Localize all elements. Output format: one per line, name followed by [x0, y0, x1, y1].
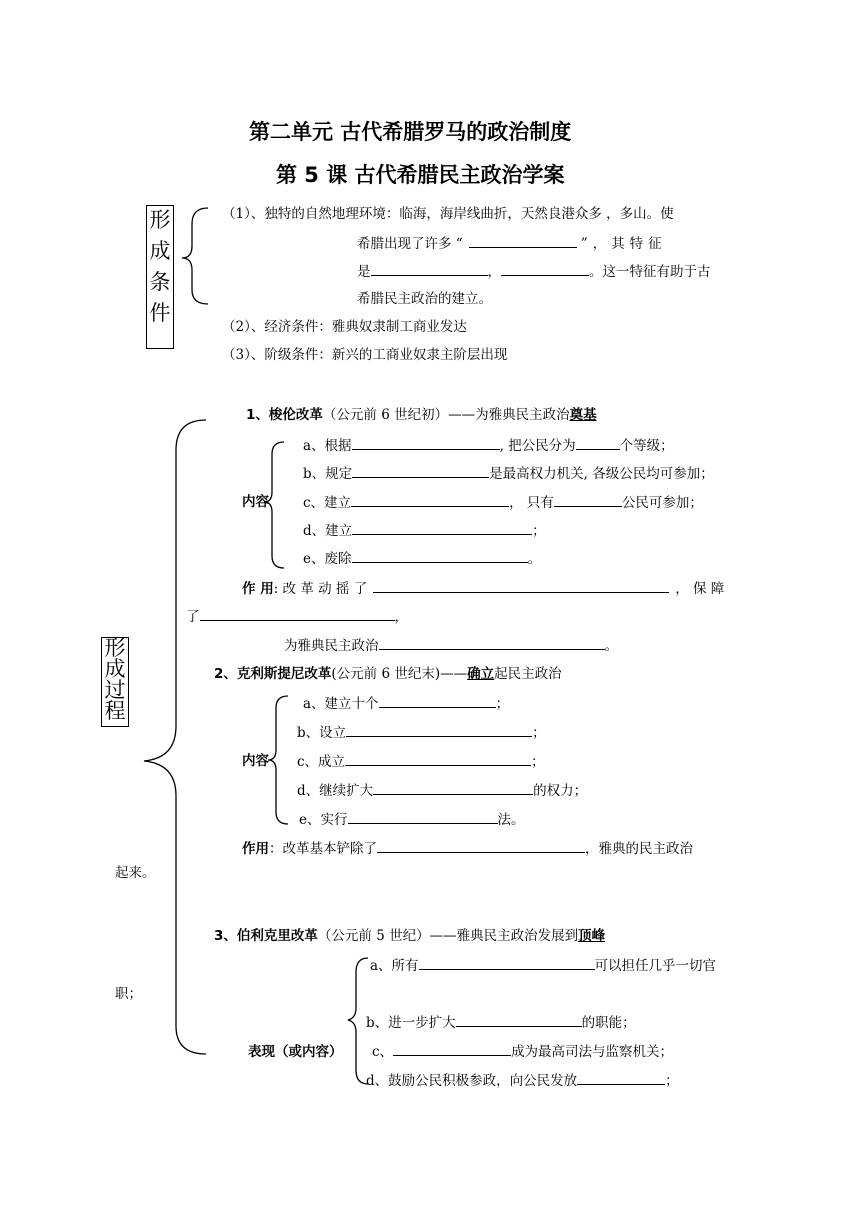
solon-effect-line2: 了 ，: [186, 609, 408, 625]
formation-process-label: 形 成 过 程: [101, 637, 129, 727]
unit-title: 第二单元 古代希腊罗马的政治制度: [249, 120, 572, 144]
pericles-item-d: d、鼓励公民积极参政，向公民发放 ；: [366, 1073, 679, 1089]
blank[interactable]: [393, 1042, 511, 1056]
solon-item-a: a、根据 , 把公民分为 个等级；: [303, 438, 674, 454]
geo-condition-line3: 是 ， 。这一特征有助于古: [357, 264, 711, 280]
cleisthenes-content-brace: [270, 694, 300, 826]
solon-item-b: b、规定 是最高权力机关, 各级公民均可参加；: [303, 466, 714, 482]
process-brace: [140, 418, 210, 1058]
cleisthenes-item-e: e、实行 法。: [299, 812, 525, 828]
solon-heading: 1、梭伦改革（公元前 6 世纪初）——为雅典民主政治奠基: [246, 407, 597, 423]
blank[interactable]: [501, 262, 589, 276]
blank[interactable]: [348, 810, 498, 824]
pericles-item-b: b、进一步扩大 的职能；: [366, 1015, 636, 1031]
cleisthenes-item-a: a、建立十个 ；: [303, 696, 510, 712]
solon-content-brace: [266, 440, 296, 570]
conditions-brace: [180, 206, 210, 306]
blank[interactable]: [352, 521, 532, 535]
cleisthenes-effect-line2: 起来。: [115, 865, 156, 881]
cleisthenes-item-d: d、继续扩大 的权力；: [297, 783, 588, 799]
solon-effect-line1: 作 用: 改 革 动 摇 了 ， 保 障: [242, 581, 725, 597]
solon-content-label: 内容: [242, 494, 269, 510]
blank[interactable]: [576, 436, 620, 450]
cleisthenes-heading: 2、克利斯提尼改革(公元前 6 世纪末)——确立起民主政治: [214, 666, 562, 682]
economic-condition: （2）、经济条件：雅典奴隶制工商业发达: [222, 319, 467, 335]
blank[interactable]: [352, 436, 500, 450]
pericles-content-label: 表现（或内容）: [248, 1044, 343, 1060]
blank[interactable]: [351, 493, 509, 507]
solon-item-e: e、废除 。: [303, 551, 541, 567]
pericles-item-c: c、 成为最高司法与监察机关；: [372, 1044, 674, 1060]
blank[interactable]: [371, 262, 488, 276]
solon-effect-line3: 为雅典民主政治 。: [284, 638, 618, 654]
blank[interactable]: [554, 493, 622, 507]
blank[interactable]: [346, 723, 532, 737]
blank[interactable]: [379, 636, 605, 650]
blank[interactable]: [379, 694, 496, 708]
blank[interactable]: [200, 607, 395, 621]
pericles-item-a-tail: 职；: [115, 986, 142, 1002]
formation-conditions-label: 形 成 条 件: [146, 205, 174, 349]
pericles-item-a: a、所有 可以担任几乎一切官: [370, 958, 717, 974]
geo-condition-line4: 希腊民主政治的建立。: [357, 291, 492, 307]
cleisthenes-item-c: c、成立 ；: [297, 754, 545, 770]
geo-condition-line2: 希腊出现了许多 “ ”，其特征: [357, 236, 667, 252]
blank[interactable]: [345, 752, 531, 766]
lesson-title: 第 5 课 古代希腊民主政治学案: [276, 163, 565, 187]
solon-item-d: d、建立 ；: [303, 523, 546, 539]
cleisthenes-item-b: b、设立 ；: [297, 725, 546, 741]
blank[interactable]: [377, 839, 585, 853]
blank[interactable]: [456, 1013, 582, 1027]
blank[interactable]: [373, 579, 669, 593]
blank[interactable]: [352, 464, 489, 478]
blank[interactable]: [469, 234, 577, 248]
class-condition: （3）、阶级条件：新兴的工商业奴隶主阶层出现: [222, 347, 508, 363]
cleisthenes-content-label: 内容: [242, 753, 269, 769]
blank[interactable]: [373, 781, 533, 795]
blank[interactable]: [419, 956, 595, 970]
blank[interactable]: [577, 1071, 665, 1085]
cleisthenes-effect-line1: 作用：改革基本铲除了 ，雅典的民主政治: [242, 841, 693, 857]
pericles-heading: 3、伯利克里改革（公元前 5 世纪）——雅典民主政治发展到顶峰: [214, 928, 606, 944]
blank[interactable]: [352, 549, 528, 563]
solon-item-c: c、建立 ， 只有 公民可参加；: [303, 495, 703, 511]
geo-condition-line1: （1）、独特的自然地理环境：临海，海岸线曲折，天然良港众多 ，多山。使: [222, 206, 674, 222]
